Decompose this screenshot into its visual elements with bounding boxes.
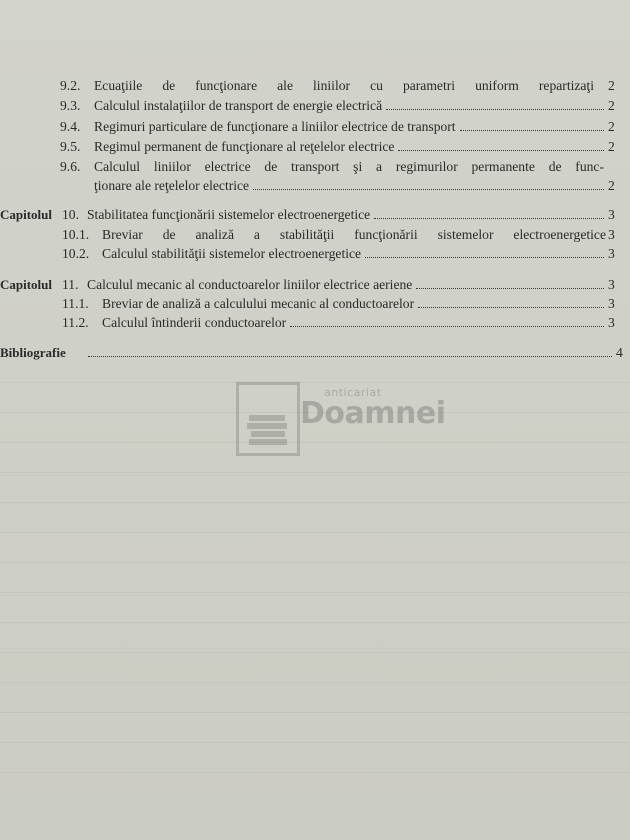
toc-entry-11-2 <box>62 313 622 333</box>
toc-entry-11-1 <box>62 294 622 314</box>
entry-page: 3 <box>608 227 615 242</box>
dot-leader <box>365 257 604 258</box>
dot-leader <box>416 288 604 289</box>
entry-title: Calculul stabilităţii sistemelor electroenergetice <box>102 246 362 261</box>
entry-title: Stabilitatea funcţionării sistemelor electroenergetice <box>87 207 371 222</box>
entry-number: 9.2. <box>60 78 81 93</box>
bibliography-label: Bibliografie <box>0 345 66 360</box>
entry-page: 3 <box>608 296 615 311</box>
dot-leader <box>88 356 612 357</box>
toc-entry-9-2 <box>60 76 622 96</box>
entry-title: Regimuri particulare de funcţionare a liniilor electrice de transport <box>94 119 456 134</box>
entry-page: 3 <box>608 207 615 222</box>
entry-number: 10.1. <box>62 227 90 242</box>
toc-entry-10-1 <box>62 225 622 245</box>
toc-entry-10-2 <box>62 244 622 264</box>
entry-number: 9.6. <box>60 159 81 174</box>
toc-chapter-10 <box>0 205 622 225</box>
dot-leader <box>418 307 604 308</box>
watermark-logo-icon <box>236 382 300 456</box>
entry-page: 3 <box>608 277 615 292</box>
entry-title: Breviar de analiză a calculului mecanic al conductoarelor <box>102 296 415 311</box>
entry-title: Calculul liniilor electrice de transport şi a regimurilor permanente de func- <box>94 159 604 174</box>
entry-number: 10.2. <box>62 246 90 261</box>
entry-page: 4 <box>616 345 623 360</box>
toc-chapter-11 <box>0 275 622 295</box>
entry-number: 10. <box>62 207 79 222</box>
entry-page: 3 <box>608 315 615 330</box>
toc-entry-9-5 <box>60 137 622 157</box>
entry-page: 2 <box>608 78 615 93</box>
toc-entry-9-6-cont <box>94 176 622 196</box>
toc-entry-9-4 <box>60 117 622 137</box>
dot-leader <box>374 218 604 219</box>
watermark-big-text: Doamnei <box>300 396 446 431</box>
chapter-label: Capitolul <box>0 277 53 292</box>
dot-leader <box>398 150 604 151</box>
entry-page: 2 <box>608 178 615 193</box>
entry-number: 9.4. <box>60 119 81 134</box>
dot-leader <box>253 189 604 190</box>
entry-title: Breviar de analiză a stabilităţii funcţionării sistemelor electroenergetice <box>102 227 606 242</box>
entry-title: ţionare ale reţelelor electrice <box>94 178 250 193</box>
toc-bibliography <box>0 343 630 363</box>
entry-number: 11.2. <box>62 315 89 330</box>
entry-title: Regimul permanent de funcţionare al reţelelor electrice <box>94 139 395 154</box>
toc-entry-9-6 <box>60 157 622 177</box>
entry-number: 11. <box>62 277 79 292</box>
entry-title: Calculul întinderii conductoarelor <box>102 315 287 330</box>
dot-leader <box>460 130 604 131</box>
chapter-label: Capitolul <box>0 207 53 222</box>
entry-page: 2 <box>608 119 615 134</box>
entry-title: Calculul mecanic al conductoarelor liniilor electrice aeriene <box>87 277 413 292</box>
entry-number: 11.1. <box>62 296 89 311</box>
watermark-small-text: anticariat <box>324 386 382 399</box>
toc-entry-9-3 <box>60 96 622 116</box>
entry-number: 9.3. <box>60 98 81 113</box>
entry-page: 3 <box>608 246 615 261</box>
entry-page: 2 <box>608 98 615 113</box>
dot-leader <box>386 109 604 110</box>
entry-title: Calculul instalaţiilor de transport de energie electrică <box>94 98 383 113</box>
entry-title: Ecuaţiile de funcţionare ale liniilor cu parametri uniform repartizaţi <box>94 78 594 93</box>
entry-number: 9.5. <box>60 139 81 154</box>
entry-page: 2 <box>608 139 615 154</box>
dot-leader <box>290 326 604 327</box>
watermark <box>236 382 446 460</box>
